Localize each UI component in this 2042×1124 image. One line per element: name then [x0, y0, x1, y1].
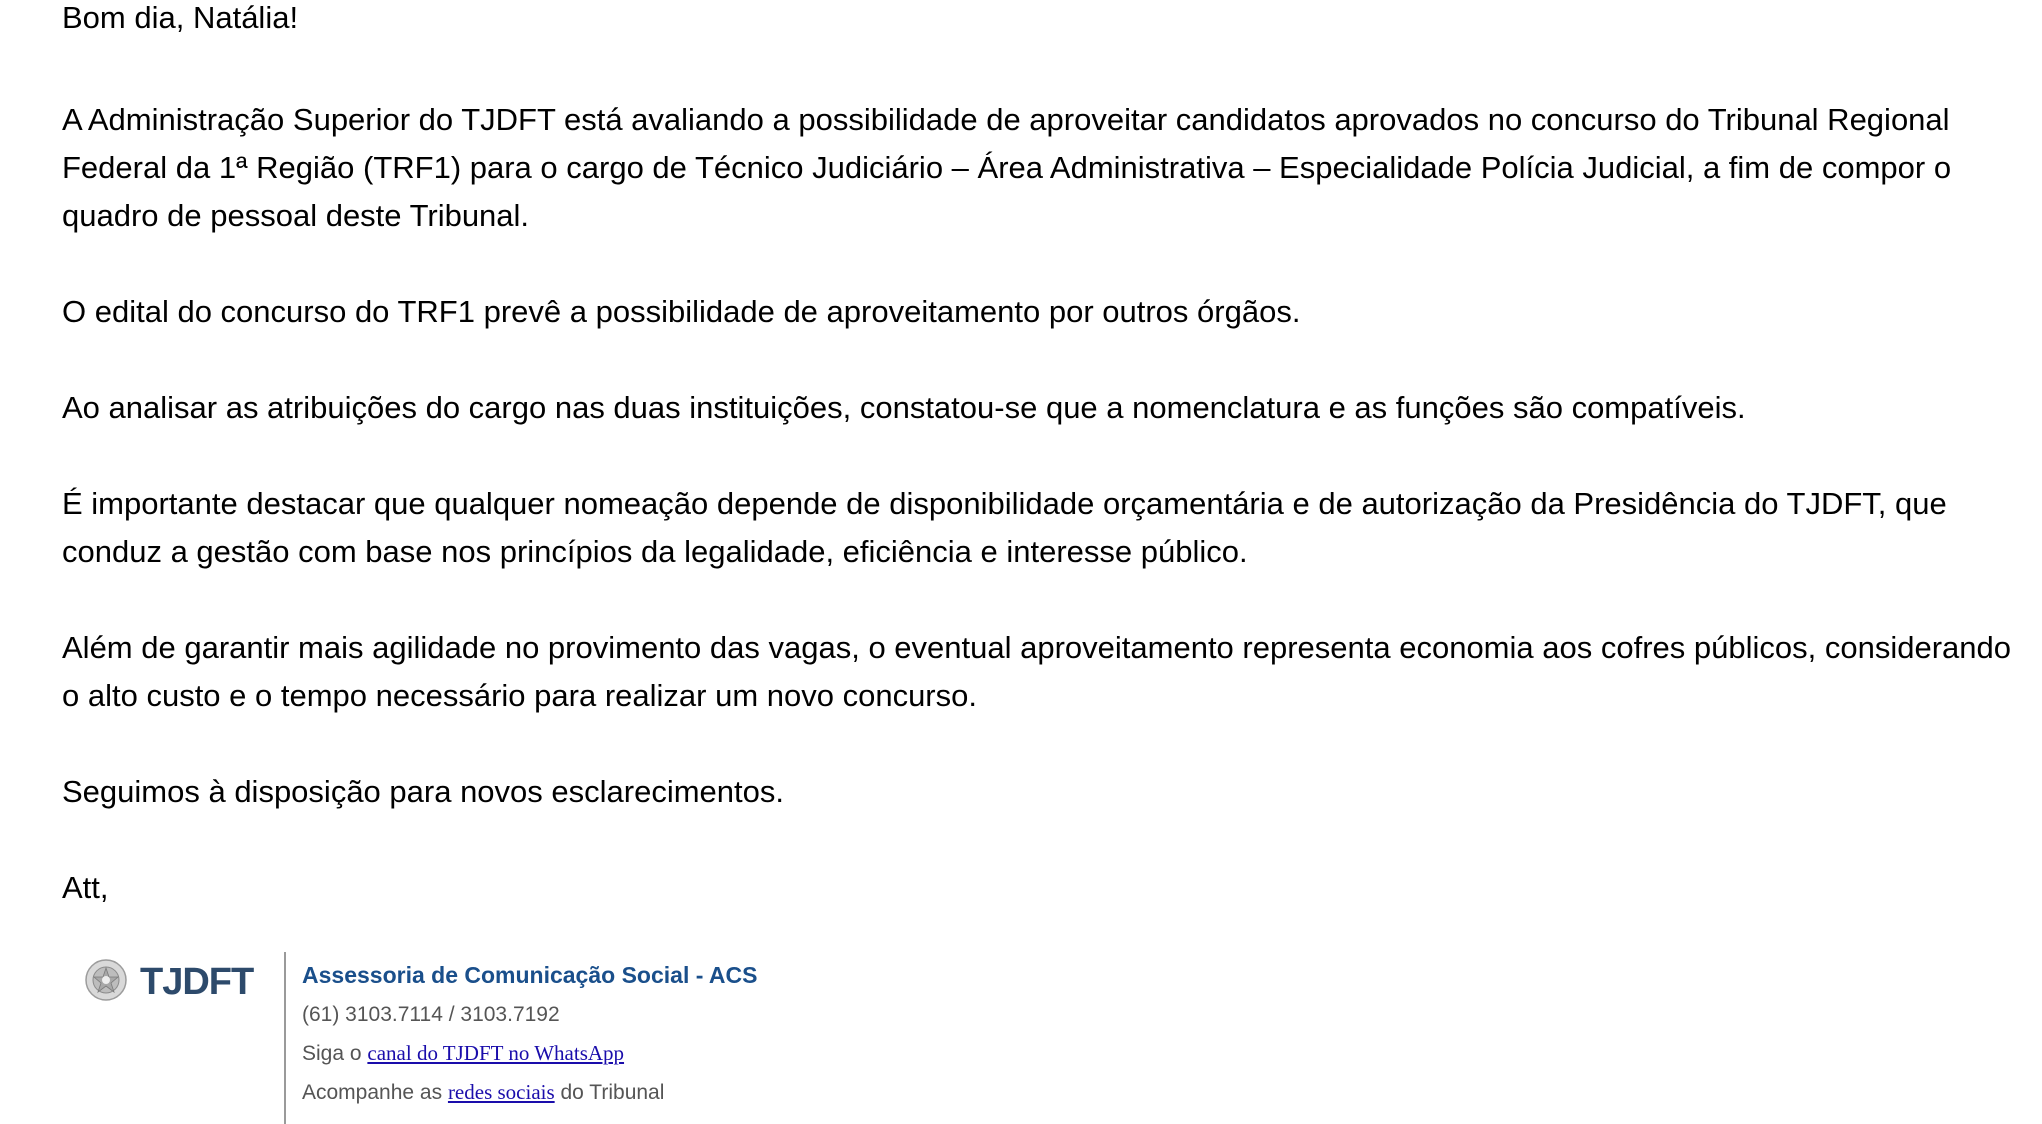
- department-name: Assessoria de Comunicação Social - ACS: [302, 962, 758, 988]
- social-suffix: do Tribunal: [554, 1081, 665, 1104]
- social-line: [302, 1077, 757, 1108]
- email-signature: [84, 952, 757, 1124]
- whatsapp-line: [302, 1038, 757, 1069]
- paragraph-edital: O edital do concurso do TRF1 prevê a possibilidade de aproveitamento por outros órgãos.: [62, 294, 1301, 329]
- paragraph-aproveitamento: A Administração Superior do TJDFT está avaliando a possibilidade de aproveitar candidatos aprovados no concurso do Tribunal Regional Federal da 1ª Região (TRF1) para o cargo de Técnico Judiciário – Área Administrativa – Especialidade Polícia Judicial, a fim de compor o quadro de pessoal deste Tribunal.: [62, 102, 1952, 233]
- whatsapp-channel-link[interactable]: canal do TJDFT no WhatsApp: [367, 1041, 625, 1065]
- social-prefix: Acompanhe as: [302, 1081, 448, 1104]
- signature-divider: [284, 952, 286, 1124]
- signature-info: [302, 952, 757, 1108]
- social-networks-link[interactable]: redes sociais: [447, 1080, 555, 1104]
- greeting: Bom dia, Natália!: [62, 0, 299, 35]
- logo-text: TJDFT: [140, 960, 254, 1003]
- phone-numbers: (61) 3103.7114 / 3103.7192: [302, 1003, 560, 1026]
- paragraph-atribuicoes: Ao analisar as atribuições do cargo nas duas instituições, constatou-se que a nomenclatura e as funções são compatíveis.: [62, 390, 1746, 425]
- whatsapp-prefix: Siga o: [302, 1042, 368, 1065]
- tjdft-logo: [84, 952, 268, 1012]
- paragraph-economia: Além de garantir mais agilidade no provimento das vagas, o eventual aproveitamento representa economia aos cofres públicos, considerando o alto custo e o tempo necessário para realizar um novo concurso.: [62, 630, 2011, 713]
- paragraph-disposicao: Seguimos à disposição para novos esclarecimentos.: [62, 774, 784, 809]
- closing: Att,: [62, 870, 109, 905]
- email-body: [62, 0, 2032, 960]
- coat-of-arms-icon: [84, 958, 128, 1007]
- paragraph-nomeacao: É importante destacar que qualquer nomeação depende de disponibilidade orçamentária e de autorização da Presidência do TJDFT, que conduz a gestão com base nos princípios da legalidade, eficiência e interesse público.: [62, 486, 1947, 569]
